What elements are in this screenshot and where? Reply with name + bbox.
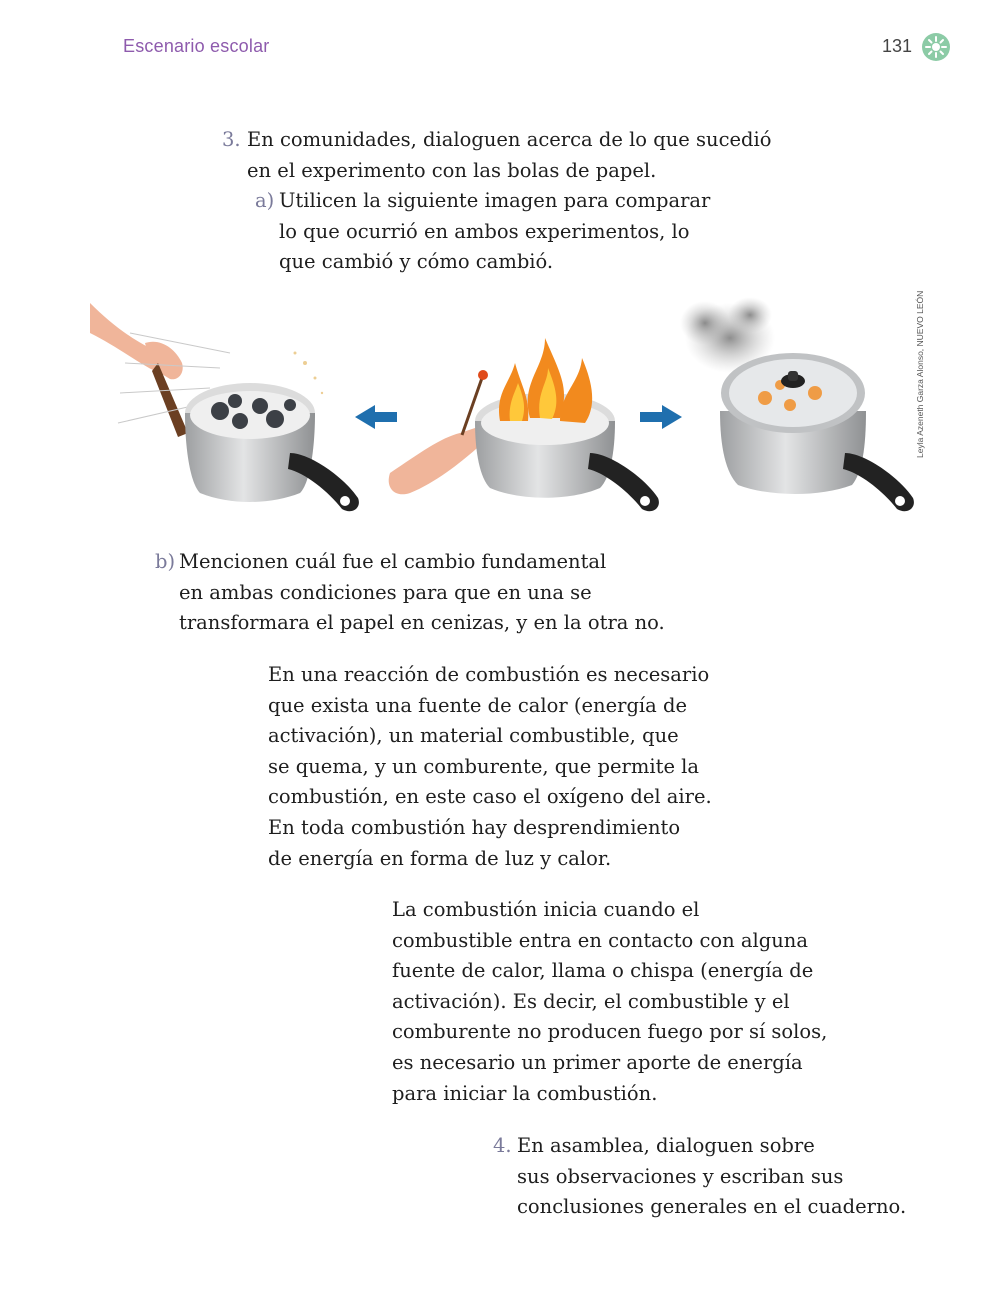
item-3b-line-2: en ambas condiciones para que en una se	[179, 580, 592, 604]
item-4-line-2: sus observaciones y escriban sus	[517, 1164, 844, 1188]
item-3b-line-1: Mencionen cuál fue el cambio fundamental	[179, 550, 607, 573]
paragraph-1-line-1: En una reacción de combustión es necesario	[268, 663, 710, 686]
item-3b	[155, 547, 665, 639]
illustration-credit: Leyla Azeneth Garza Alonso, NUEVO LEÓN	[915, 290, 925, 458]
paragraph-2-line-5: comburente no producen fuego por sí solos,	[392, 1020, 828, 1044]
item-4	[493, 1131, 907, 1223]
right-scene	[680, 297, 914, 511]
page-number: 131	[881, 36, 912, 56]
paragraph-2-line-6: es necesario un primer aporte de energía	[392, 1050, 803, 1074]
item-3-number: 3.	[222, 128, 241, 151]
item-3a-line-1: Utilicen la siguiente imagen para comparar	[279, 189, 711, 212]
item-3b-line-3: transformara el papel en cenizas, y en la otra no.	[179, 611, 665, 635]
paragraph-1-line-6: En toda combustión hay desprendimiento	[268, 815, 681, 839]
item-3a-line-2: lo que ocurrió en ambos experimentos, lo	[279, 219, 690, 243]
paragraph-1-line-4: se quema, y un comburente, que permite la	[268, 754, 700, 778]
item-3	[222, 125, 772, 186]
paragraph-combustion-start	[392, 895, 827, 1109]
item-3a-marker: a)	[255, 189, 275, 212]
arrow-right-icon	[640, 405, 682, 429]
item-3a	[255, 186, 711, 278]
paragraph-1-line-5: combustión, en este caso el oxígeno del aire.	[268, 785, 712, 809]
paragraph-2-line-3: fuente de calor, llama o chispa (energía de	[392, 959, 814, 983]
section-title: Escenario escolar	[123, 36, 270, 56]
item-3-line-2: en el experimento con las bolas de papel.	[247, 158, 657, 182]
paragraph-2-line-4: activación). Es decir, el combustible y el	[392, 989, 790, 1013]
center-scene	[389, 338, 659, 511]
paragraph-combustion-requirements	[268, 660, 712, 874]
left-scene	[90, 303, 359, 511]
sun-badge-icon	[921, 32, 951, 62]
arrow-left-icon	[355, 405, 397, 429]
paragraph-1-line-3: activación), un material combustible, que	[268, 724, 679, 748]
item-4-line-1: En asamblea, dialoguen sobre	[517, 1134, 815, 1157]
paragraph-1-line-2: que exista una fuente de calor (energía de	[268, 693, 688, 717]
item-3a-line-3: que cambió y cómo cambió.	[279, 250, 554, 274]
paragraph-2-line-1: La combustión inicia cuando el	[392, 898, 700, 921]
paragraph-2-line-7: para iniciar la combustión.	[392, 1081, 658, 1105]
item-4-line-3: conclusiones generales en el cuaderno.	[517, 1195, 907, 1219]
experiment-illustration	[90, 293, 920, 525]
item-3b-marker: b)	[155, 550, 176, 573]
item-3-line-1: En comunidades, dialoguen acerca de lo que sucedió	[247, 128, 772, 151]
paragraph-1-line-7: de energía en forma de luz y calor.	[268, 846, 612, 870]
paragraph-2-line-2: combustible entra en contacto con alguna	[392, 928, 808, 952]
item-4-number: 4.	[493, 1134, 512, 1157]
